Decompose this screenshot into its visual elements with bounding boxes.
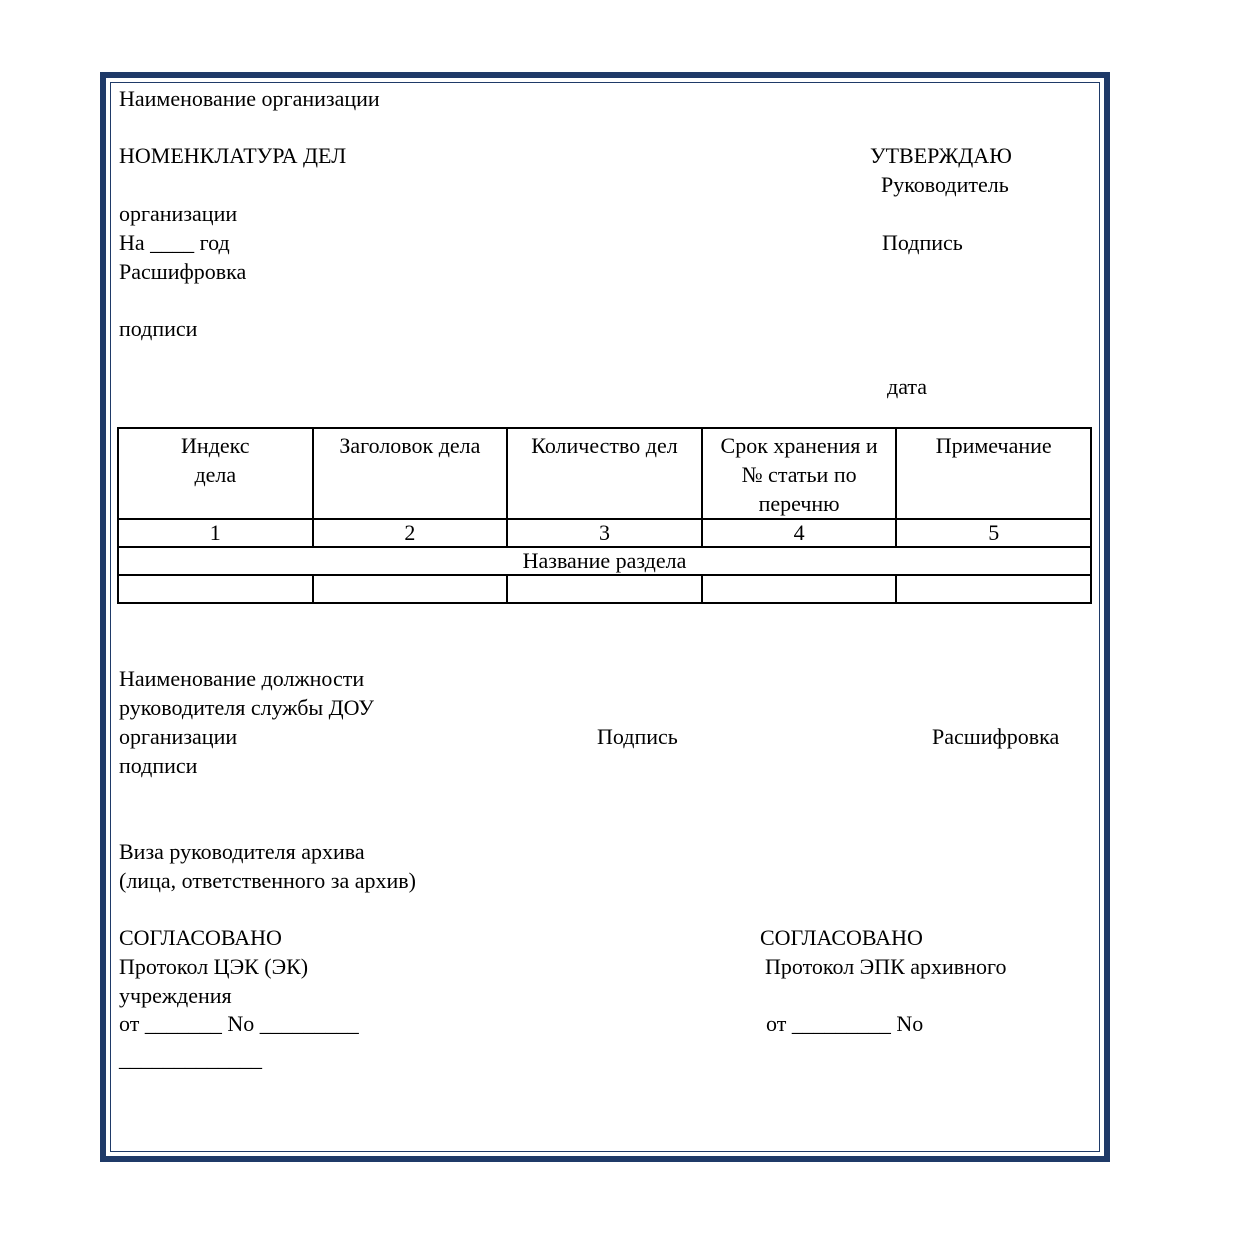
- position-label-line3: организации: [119, 724, 238, 749]
- position-label-line4: подписи: [119, 753, 198, 778]
- table-header-row: [118, 428, 1091, 519]
- protocol-right-label: Протокол ЭПК архивного: [765, 954, 1007, 979]
- table-row: [118, 575, 1091, 603]
- position-label-line2: руководителя службы ДОУ: [119, 695, 374, 720]
- nomenclature-table: [117, 427, 1092, 604]
- position-label-line1: Наименование должности: [119, 666, 365, 691]
- section-title: Название раздела: [118, 547, 1091, 575]
- col-header-title: Заголовок дела: [313, 428, 508, 519]
- table-number-row: [118, 519, 1091, 547]
- footer-signature-label: Подпись: [597, 724, 678, 749]
- table-cell[interactable]: [118, 575, 313, 603]
- col-header-count: Количество дел: [507, 428, 702, 519]
- of-signature-label: подписи: [119, 316, 198, 341]
- col-header-index: Индекс дела: [118, 428, 313, 519]
- col-number: 2: [313, 519, 508, 547]
- nomenclature-title: НОМЕНКЛАТУРА ДЕЛ: [119, 143, 347, 168]
- organization-label: организации: [119, 201, 238, 226]
- signature-label: Подпись: [882, 230, 963, 255]
- table-cell[interactable]: [896, 575, 1091, 603]
- table-cell[interactable]: [507, 575, 702, 603]
- col-number: 4: [702, 519, 897, 547]
- from-right-field: от _________ No: [766, 1011, 924, 1036]
- year-field: На ____ год: [119, 230, 230, 255]
- agreed-left-label: СОГЛАСОВАНО: [119, 925, 282, 950]
- agreed-right-label: СОГЛАСОВАНО: [760, 925, 923, 950]
- approve-label: УТВЕРЖДАЮ: [870, 143, 1012, 168]
- table-cell[interactable]: [702, 575, 897, 603]
- col-number: 5: [896, 519, 1091, 547]
- institution-label: учреждения: [119, 983, 232, 1008]
- decoding-label: Расшифровка: [119, 259, 247, 284]
- col-number: 3: [507, 519, 702, 547]
- section-row: [118, 547, 1091, 575]
- org-name-label: Наименование организации: [119, 86, 380, 111]
- underline-field: _____________: [119, 1046, 262, 1071]
- col-header-storage: Срок хранения и № статьи по перечню: [702, 428, 897, 519]
- col-header-note: Примечание: [896, 428, 1091, 519]
- date-label: дата: [887, 374, 928, 399]
- protocol-left-label: Протокол ЦЭК (ЭК): [119, 954, 309, 979]
- head-label: Руководитель: [881, 172, 1009, 197]
- table-cell[interactable]: [313, 575, 508, 603]
- footer-decoding-label: Расшифровка: [932, 724, 1060, 749]
- visa-label-line1: Виза руководителя архива: [119, 839, 365, 864]
- col-number: 1: [118, 519, 313, 547]
- from-left-field: от _______ No _________: [119, 1011, 359, 1036]
- visa-label-line2: (лица, ответственного за архив): [119, 868, 416, 893]
